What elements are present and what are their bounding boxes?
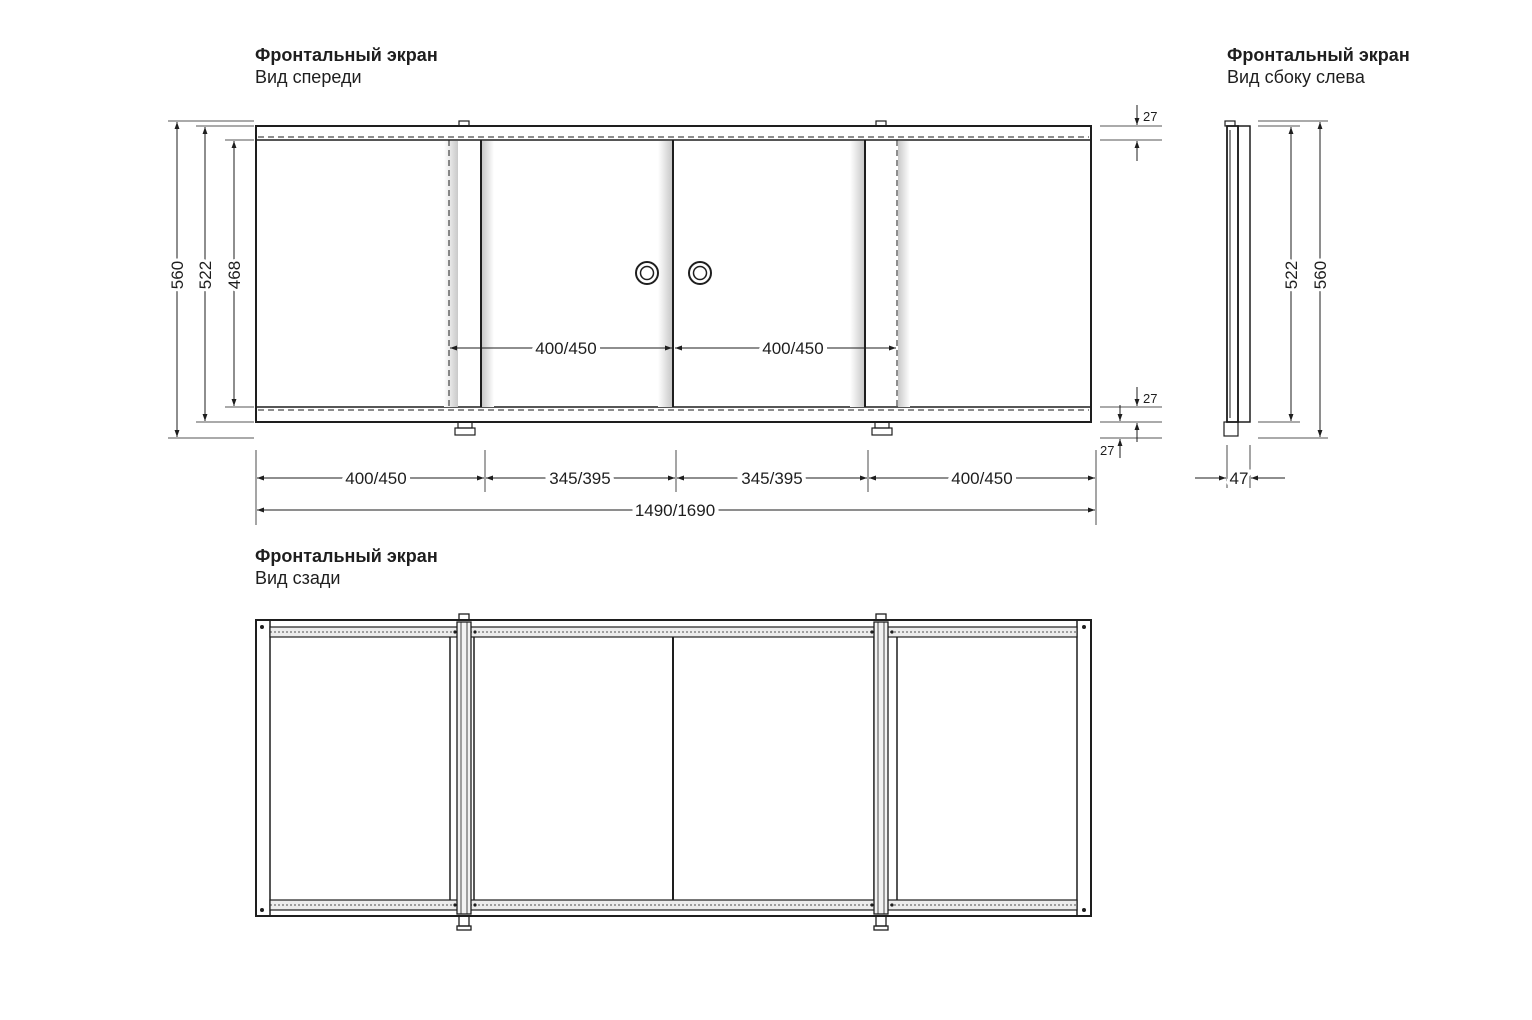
front-dim-foot-label: 27 [1100, 443, 1115, 458]
back-bracket-right [874, 614, 888, 930]
front-foot-left [455, 422, 475, 435]
side-extension-lines [1227, 121, 1328, 488]
side-view-dimension-text [1230, 261, 1330, 488]
front-panel-2-shadow [482, 141, 494, 407]
back-bracket-left [457, 614, 471, 930]
front-dim-468-label: 468 [225, 260, 244, 290]
side-view [1195, 121, 1328, 488]
front-panel-5-shadow [898, 141, 910, 407]
side-view-subtitle: Вид сбоку слева [1227, 66, 1365, 87]
front-dim-seg-4-label: 400/450 [951, 469, 1013, 488]
side-panel-edge [1238, 126, 1250, 422]
front-panel-4-shadow [850, 141, 864, 407]
side-profile-outer [1227, 126, 1238, 422]
front-dim-total-label: 1490/1690 [634, 501, 716, 520]
front-dim-seg-2-label: 345/395 [549, 469, 611, 488]
side-foot [1224, 422, 1238, 436]
front-view-subtitle: Вид спереди [255, 66, 362, 87]
side-dim-522-label: 522 [1282, 260, 1301, 290]
front-view-title: Фронтальный экран [255, 45, 438, 65]
front-foot-right [872, 422, 892, 435]
side-view-title: Фронтальный экран [1227, 45, 1410, 65]
back-view-subtitle: Вид сзади [255, 567, 341, 588]
front-view [168, 105, 1162, 525]
front-dim-rail-top-label: 27 [1143, 109, 1158, 124]
back-view [256, 614, 1091, 930]
back-view-title: Фронтальный экран [255, 546, 438, 566]
front-dim-slide-left-label: 400/450 [535, 339, 597, 358]
side-dim-47-label: 47 [1229, 469, 1249, 488]
front-handle-left [636, 262, 658, 284]
front-handle-right [689, 262, 711, 284]
side-dim-560-label: 560 [1311, 260, 1330, 290]
front-dim-seg-1-label: 400/450 [345, 469, 407, 488]
front-dim-slide-right-label: 400/450 [762, 339, 824, 358]
front-dim-rail-bottom-label: 27 [1143, 391, 1158, 406]
front-panel-3-shadow [658, 141, 672, 407]
front-dim-seg-3-label: 345/395 [741, 469, 803, 488]
front-dim-560-label: 560 [168, 260, 187, 290]
front-dim-522-label: 522 [196, 260, 215, 290]
front-panel-1-shadow [444, 141, 458, 407]
